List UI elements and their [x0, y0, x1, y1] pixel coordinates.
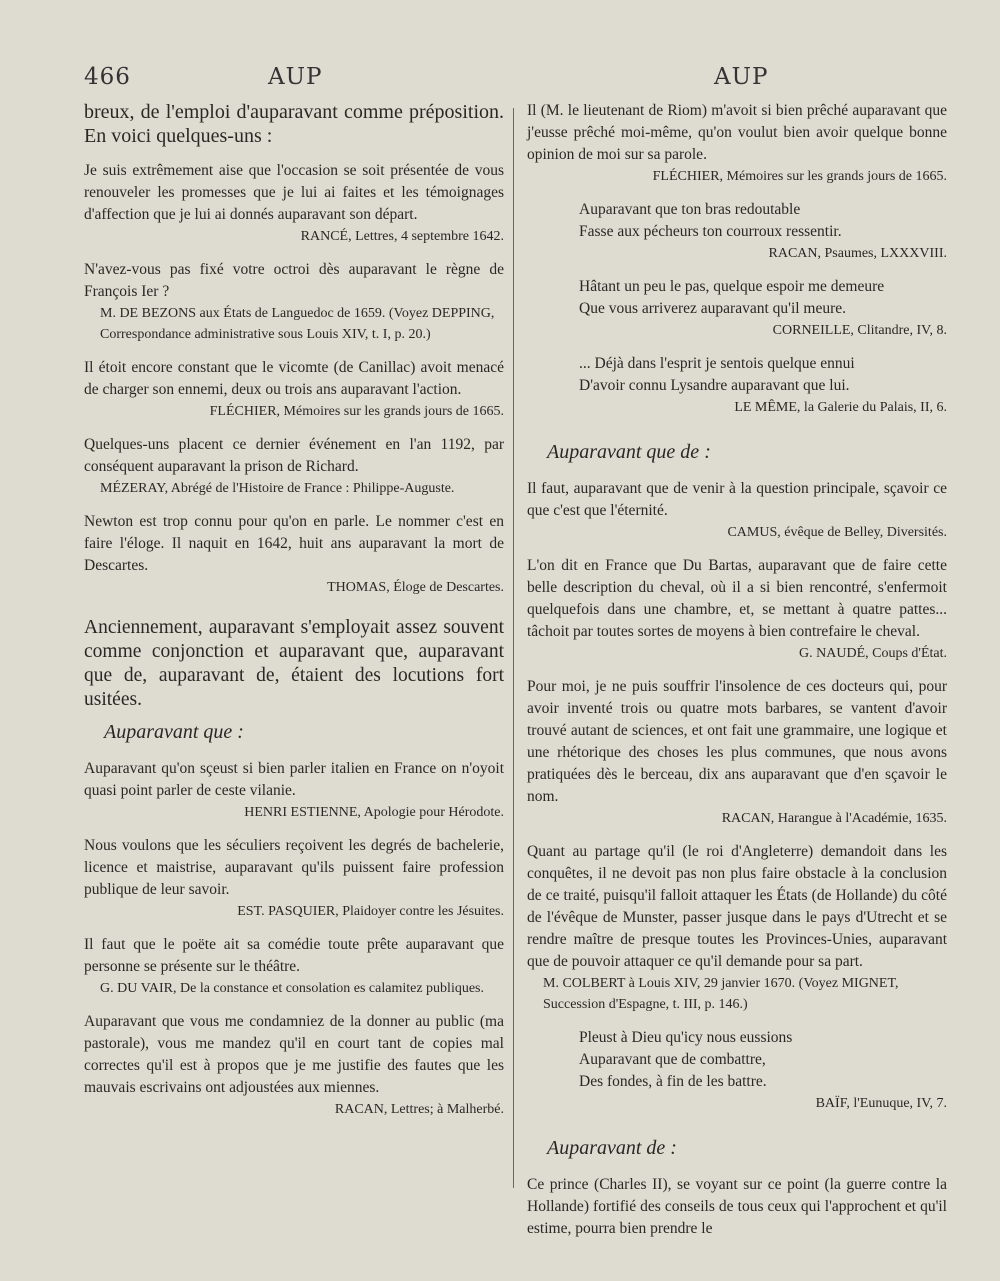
example-source: RACAN, Psaumes, LXXXVIII.	[768, 246, 947, 261]
running-head-left: AUP	[268, 64, 323, 90]
example-text: Il faut que le poëte ait sa comédie toute prête auparavant que personne se présente sur le théâtre.	[84, 936, 504, 975]
example-source: G. NAUDÉ, Coups d'État.	[799, 646, 947, 661]
example-text: Il faut, auparavant que de venir à la question principale, sçavoir ce que c'est que l'éternité.	[527, 480, 947, 519]
example-text: N'avez-vous pas fixé votre octroi dès auparavant le règne de François Ier ?	[84, 261, 504, 300]
example-text: Quelques-uns placent ce dernier événement en l'an 1192, par conséquent auparavant la prison de Richard.	[84, 436, 504, 475]
section-subheading: Auparavant de :	[547, 1137, 677, 1159]
example-source: M. DE BEZONS aux États de Languedoc de 1659. (Voyez DEPPING, Correspondance administrative sous Louis XIV, t. I, p. 20.)	[100, 306, 495, 342]
intro-text: breux, de l'emploi d'auparavant comme préposition. En voici quelques-uns :	[84, 101, 504, 147]
verse-line: Auparavant que ton bras redoutable	[579, 201, 801, 218]
example-source: MÉZERAY, Abrégé de l'Histoire de France : Philippe-Auguste.	[100, 481, 455, 496]
verse-line: Des fondes, à fin de les battre.	[579, 1073, 767, 1090]
example-source: RACAN, Harangue à l'Académie, 1635.	[721, 811, 947, 826]
example-text: Il (M. le lieutenant de Riom) m'avoit si bien prêché auparavant que j'eusse prêché moi-même, qu'on voulut bien avoir quelque bonne opinion de moi sur sa parole.	[527, 102, 947, 163]
verse-quote	[527, 1027, 947, 1093]
example-text: Pour moi, je ne puis souffrir l'insolence de ces docteurs qui, pour avoir inventé trois ou quatre mots barbares, se vantent d'avoir trouvé autant de sciences, et ont fait une grammaire, une logique et une rhétorique des choses les plus communes, que nous avons pratiquées dès le berceau, dix ans auparavant que d'en sçavoir le nom.	[527, 678, 947, 805]
example-text: Newton est trop connu pour qu'on en parle. Le nommer c'est en faire l'éloge. Il naquit en 1642, huit ans auparavant la mort de Descartes.	[84, 513, 504, 574]
example-text: Auparavant qu'on sçeust si bien parler italien en France on n'oyoit quasi point parler de ceste vilanie.	[84, 760, 504, 799]
example-text: Nous voulons que les séculiers reçoivent les degrés de bachelerie, licence et maistrise, auparavant qu'ils puissent faire profession publique de leur savoir.	[84, 837, 504, 898]
left-column	[84, 100, 504, 1120]
example-source: FLÉCHIER, Mémoires sur les grands jours de 1665.	[652, 169, 947, 184]
verse-quote	[527, 199, 947, 243]
example-source: THOMAS, Éloge de Descartes.	[327, 580, 504, 595]
right-column	[527, 100, 947, 1240]
example-source: BAÏF, l'Eunuque, IV, 7.	[815, 1096, 947, 1111]
section-subheading: Auparavant que :	[104, 721, 244, 743]
verse-line: Auparavant que de combattre,	[579, 1051, 766, 1068]
running-head-right: AUP	[714, 64, 769, 90]
verse-quote	[527, 276, 947, 320]
verse-line: Que vous arriverez auparavant qu'il meure.	[579, 300, 847, 317]
example-source: LE MÊME, la Galerie du Palais, II, 6.	[734, 400, 947, 415]
verse-line: Hâtant un peu le pas, quelque espoir me demeure	[579, 278, 885, 295]
verse-line: D'avoir connu Lysandre auparavant que lui.	[579, 377, 850, 394]
example-source: RANCÉ, Lettres, 4 septembre 1642.	[300, 229, 504, 244]
example-text: L'on dit en France que Du Bartas, auparavant que de faire cette belle description du cheval, où il a si bien rencontré, s'enfermoit quelquefois dans une chambre, et, se mettant à quatre pattes... tâchoit par toutes sortes de moyens à bien contrefaire le cheval.	[527, 557, 947, 640]
section-subheading: Auparavant que de :	[547, 441, 711, 463]
example-source: G. DU VAIR, De la constance et consolation es calamitez publiques.	[100, 981, 484, 996]
example-text: Quant au partage qu'il (le roi d'Angleterre) demandoit dans les conquêtes, il ne devoit pas non plus faire obstacle à la conclusion de ce traité, puisqu'il falloit attaquer les États (de Hollande) du côté de l'évêque de Munster, passer jusque dans le pays d'Utrecht et se rendre maître de presque toutes les Provinces-Unies, auparavant que de pouvoir attaquer ce qu'il demande pour sa part.	[527, 843, 947, 970]
example-text: Je suis extrêmement aise que l'occasion se soit présentée de vous renouveler les promesses que je lui ai faites et les témoignages d'affection que je lui ai donnés auparavant son départ.	[84, 162, 504, 223]
example-text: Auparavant que vous me condamniez de la donner au public (ma pastorale), vous me mandez qu'il en court tant de copies mal correctes qu'il est à propos que je me justifie des fautes que les mauvais escrivains ont adjoustées aux miennes.	[84, 1013, 504, 1096]
example-text: Il étoit encore constant que le vicomte (de Canillac) avoit menacé de charger son ennemi, deux ou trois ans auparavant l'action.	[84, 359, 504, 398]
example-source: FLÉCHIER, Mémoires sur les grands jours de 1665.	[209, 404, 504, 419]
verse-line: ... Déjà dans l'esprit je sentois quelque ennui	[579, 355, 855, 372]
example-source: M. COLBERT à Louis XIV, 29 janvier 1670. (Voyez MIGNET, Succession d'Espagne, t. III, p. 146.)	[543, 976, 899, 1012]
example-source: EST. PASQUIER, Plaidoyer contre les Jésuites.	[237, 904, 504, 919]
verse-line: Fasse aux pécheurs ton courroux ressentir.	[579, 223, 842, 240]
verse-quote	[527, 353, 947, 397]
example-text: Ce prince (Charles II), se voyant sur ce point (la guerre contre la Hollande) fortifié des conseils de tous ceux qui l'approchent et qu'il estime, pourra bien prendre le	[527, 1176, 947, 1237]
example-source: HENRI ESTIENNE, Apologie pour Hérodote.	[244, 805, 504, 820]
example-source: CORNEILLE, Clitandre, IV, 8.	[772, 323, 947, 338]
example-source: RACAN, Lettres; à Malherbé.	[334, 1102, 504, 1117]
column-divider	[513, 108, 514, 1188]
verse-line: Pleust à Dieu qu'icy nous eussions	[579, 1029, 793, 1046]
page-number: 466	[84, 64, 131, 90]
usage-rule: Anciennement, auparavant s'employait assez souvent comme conjonction et auparavant que, auparavant que de, auparavant de, étaient des locutions fort usitées.	[84, 617, 504, 710]
example-source: CAMUS, évêque de Belley, Diversités.	[727, 525, 947, 540]
